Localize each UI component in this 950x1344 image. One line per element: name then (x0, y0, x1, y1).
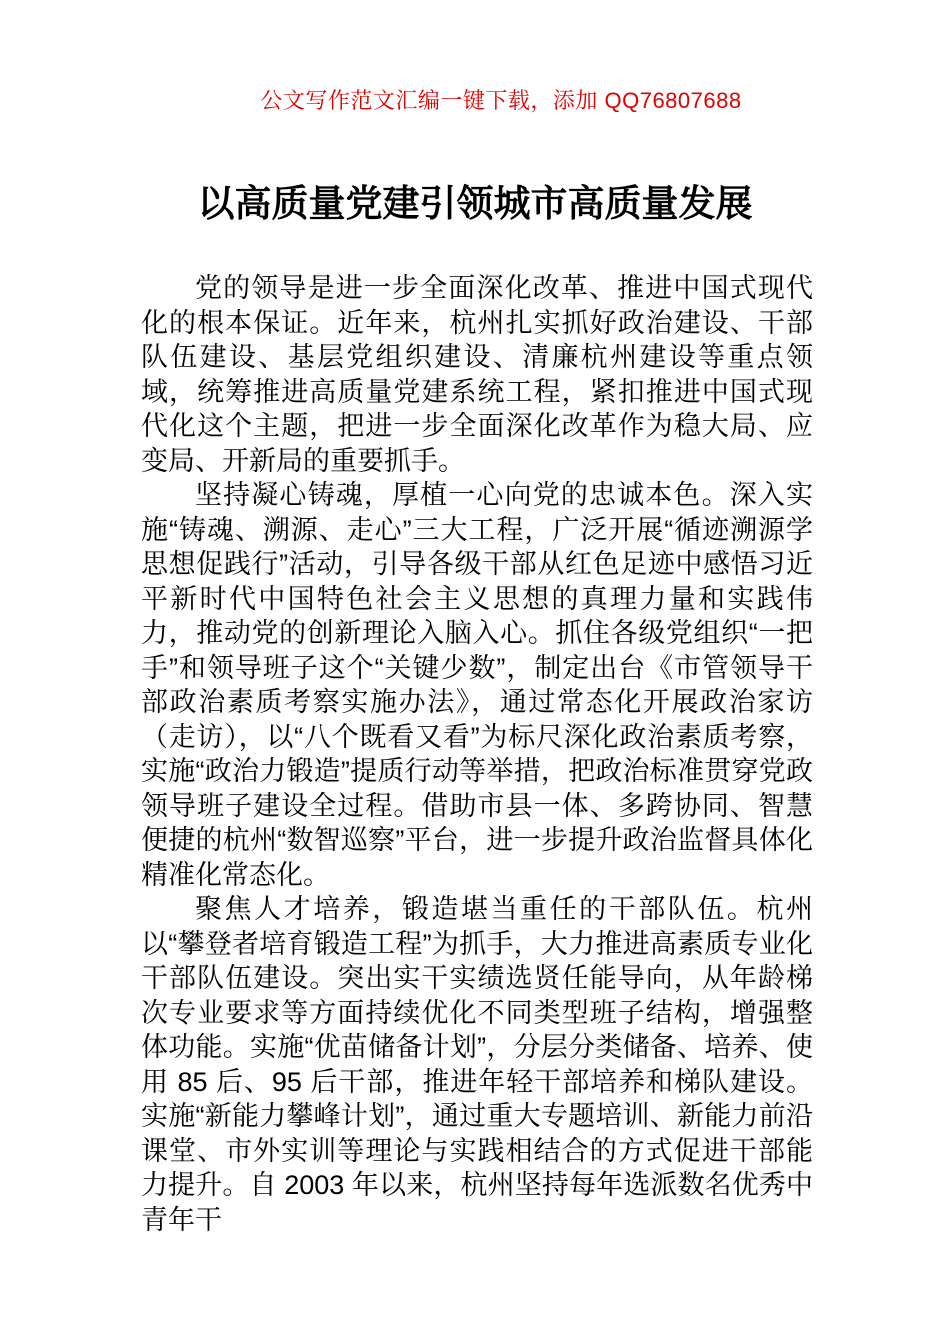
body-paragraph-1: 党的领导是进一步全面深化改革、推进中国式现代化的根本保证。近年来，杭州扎实抓好政治建设、干部队伍建设、基层党组织建设、清廉杭州建设等重点领域，统筹推进高质量党建系统工程，紧扣推进中国式现代化这个主题，把进一步全面深化改革作为稳大局、应变局、开新局的重要抓手。 (141, 273, 813, 476)
document-body (141, 271, 813, 1237)
document-title: 以高质量党建引领城市高质量发展 (197, 183, 753, 224)
promo-banner-text: 公文写作范文汇编一键下载，添加 QQ76807688 (260, 88, 742, 113)
body-paragraph-2: 坚持凝心铸魂，厚植一心向党的忠诚本色。深入实施“铸魂、溯源、走心”三大工程，广泛开展“循迹溯源学思想促践行”活动，引导各级干部从红色足迹中感悟习近平新时代中国特色社会主义思想的真理力量和实践伟力，推动党的创新理论入脑入心。抓住各级党组织“一把手”和领导班子这个“关键少数”，制定出台《市管领导干部政治素质考察实施办法》，通过常态化开展政治家访（走访），以“八个既看又看”为标尺深化政治素质考察，实施“政治力锻造”提质行动等举措，把政治标准贯穿党政领导班子建设全过程。借助市县一体、多跨协同、智慧便捷的杭州“数智巡察”平台，进一步提升政治监督具体化精准化常态化。 (141, 480, 813, 890)
body-paragraph-3: 聚焦人才培养，锻造堪当重任的干部队伍。杭州以“攀登者培育锻造工程”为抓手，大力推进高素质专业化干部队伍建设。突出实干实绩选贤任能导向，从年龄梯次专业要求等方面持续优化不同类型班子结构，增强整体功能。实施“优苗储备计划”，分层分类储备、培养、使用 85 后、95 后干部，推进年轻干部培养和梯队建设。实施“新能力攀峰计划”，通过重大专题培训、新能力前沿课堂、市外实训等理论与实践相结合的方式促进干部能力提升。自 2003 年以来，杭州坚持每年选派数名优秀中青年干 (141, 894, 813, 1235)
